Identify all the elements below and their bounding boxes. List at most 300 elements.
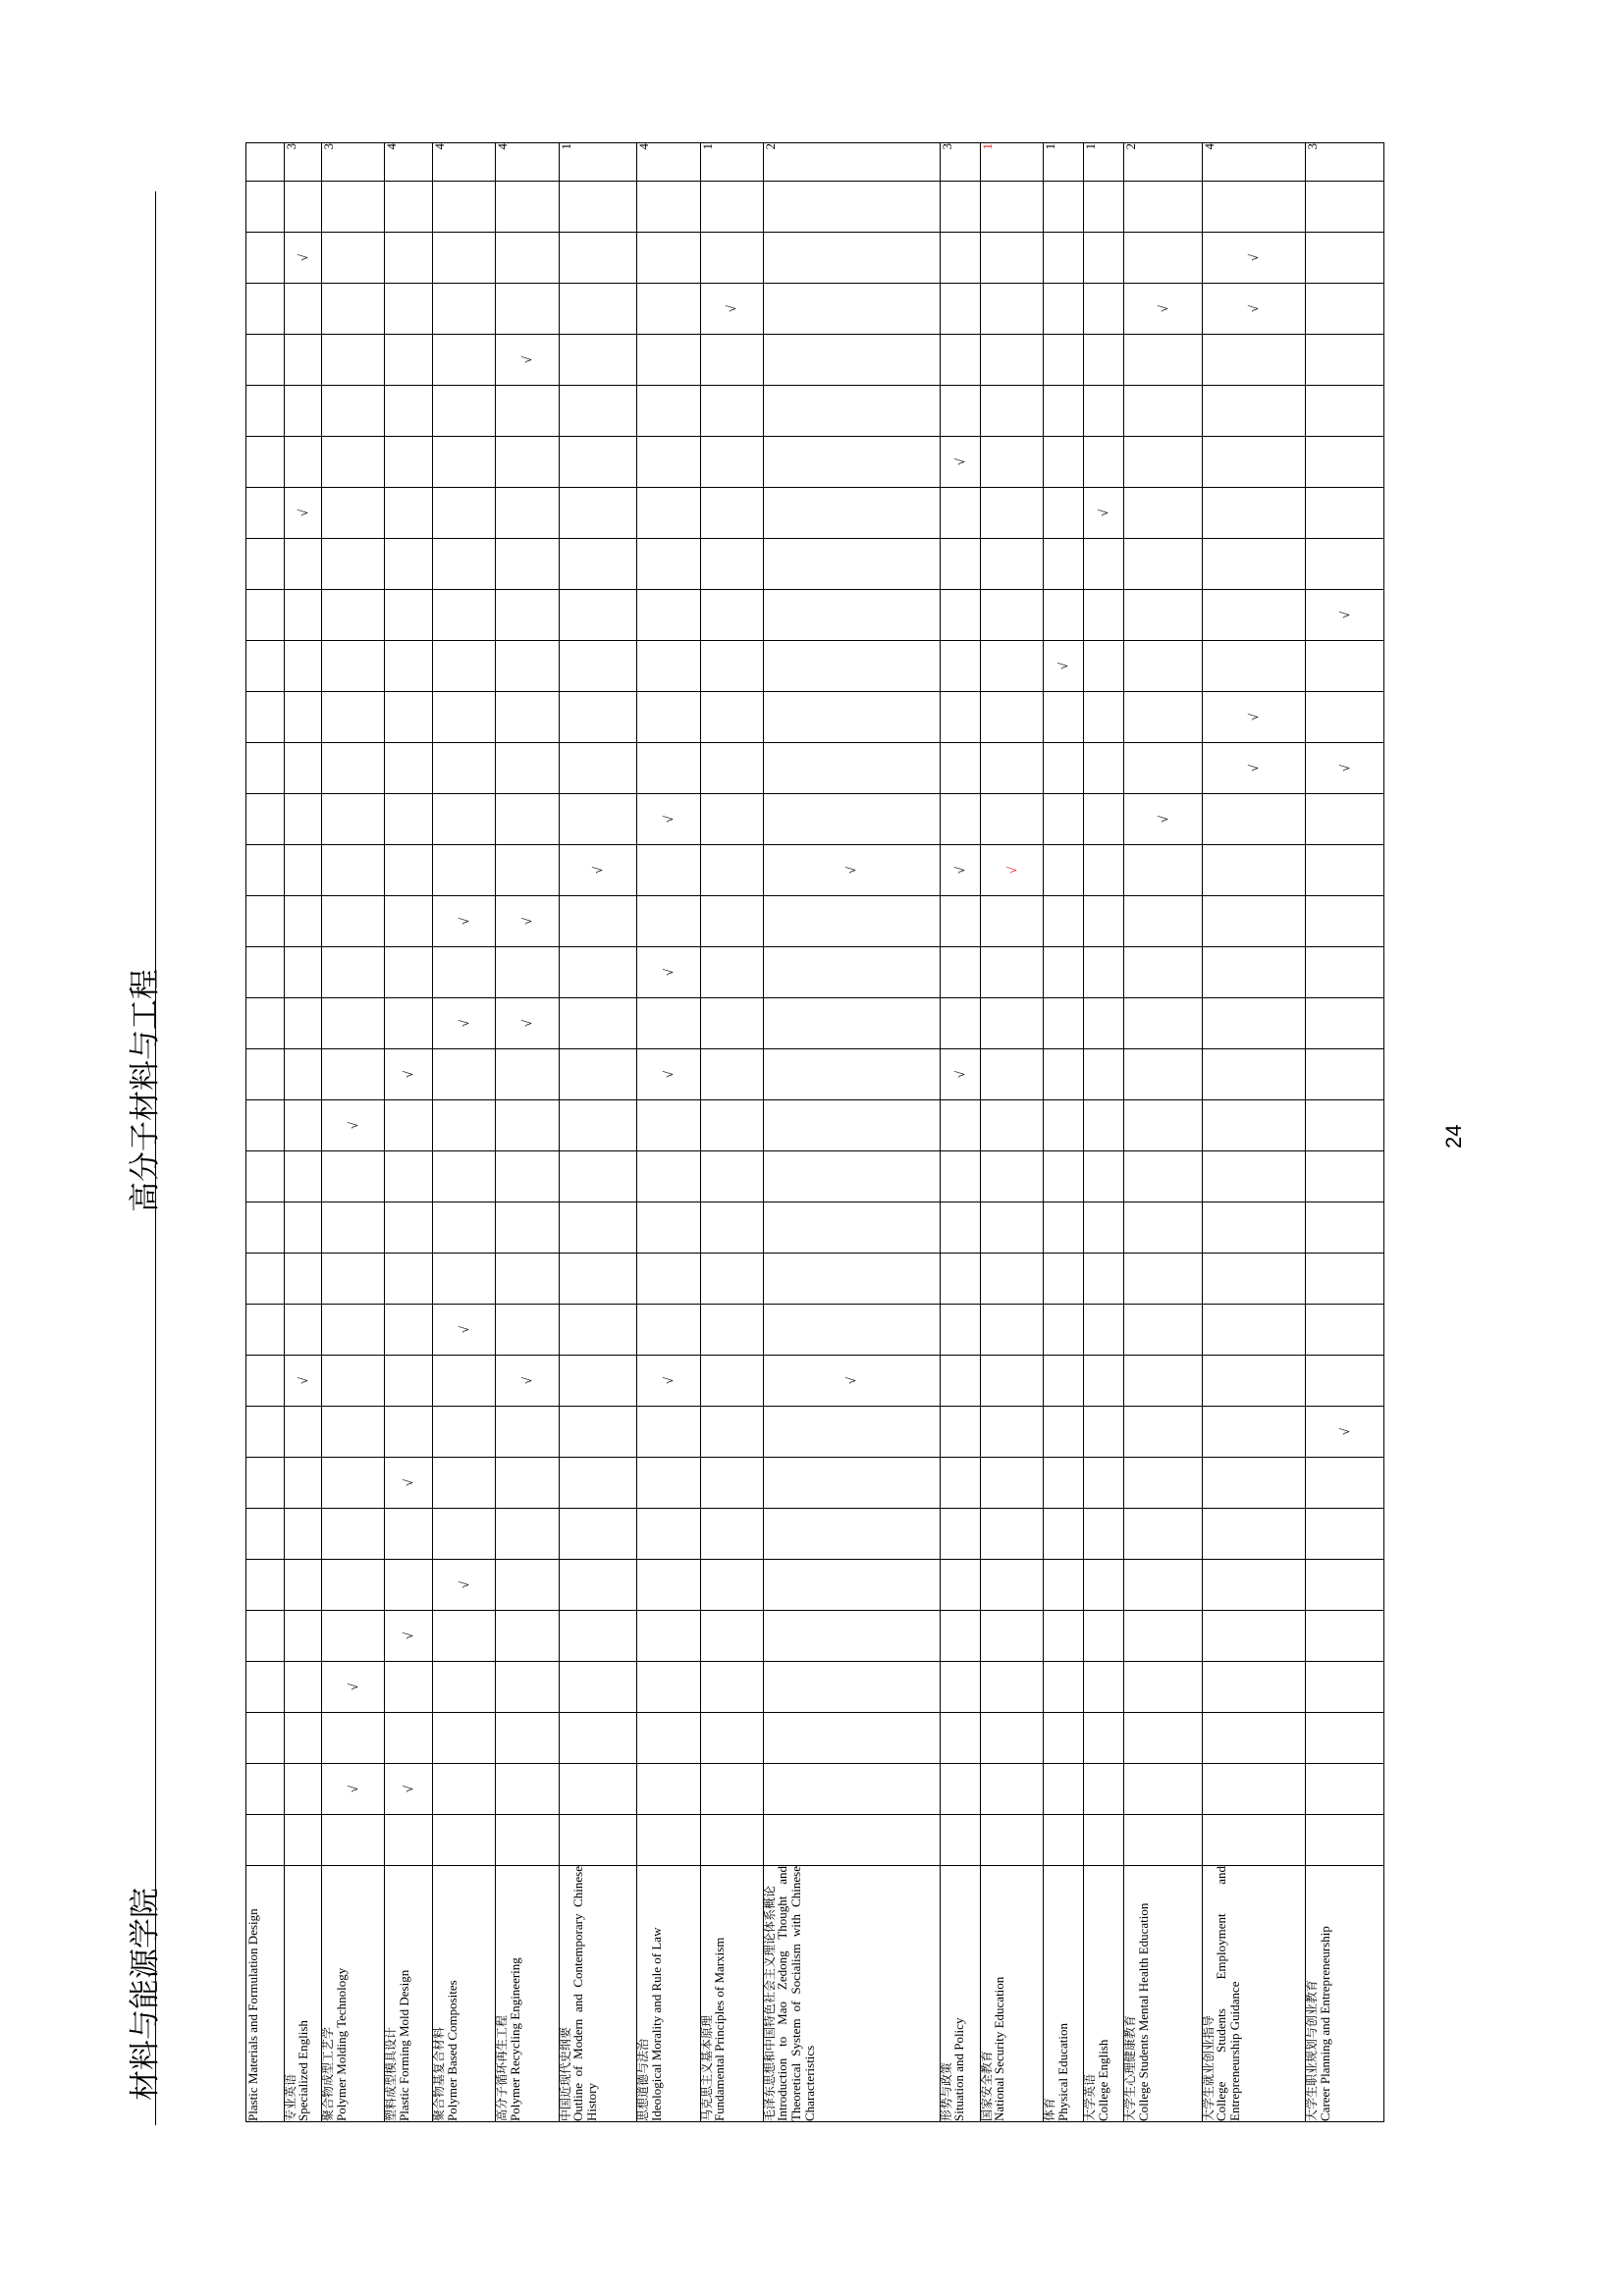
matrix-cell [385,386,433,437]
matrix-cell [246,1356,285,1407]
matrix-cell [433,1458,496,1509]
matrix-cell [763,692,940,743]
matrix-cell [1043,641,1083,692]
matrix-cell [496,947,559,998]
matrix-cell [700,794,763,845]
matrix-cell [700,1560,763,1611]
matrix-cell [385,845,433,896]
credit-cell [246,143,285,182]
matrix-cell [246,1254,285,1305]
matrix-cell [559,998,637,1049]
matrix-cell [1124,743,1203,794]
matrix-cell [1043,1560,1083,1611]
check-mark: √ [519,917,535,926]
matrix-cell [763,488,940,539]
matrix-cell [700,947,763,998]
matrix-cell [433,437,496,488]
matrix-cell [1306,641,1384,692]
matrix-cell [1043,437,1083,488]
matrix-cell [1043,1356,1083,1407]
matrix-cell [284,1151,322,1202]
matrix-cell [700,1611,763,1662]
matrix-cell [385,1764,433,1815]
matrix-cell [1306,1611,1384,1662]
matrix-cell [940,692,980,743]
course-name-cn: 专业英语 [283,2073,298,2121]
matrix-cell [1202,845,1305,896]
matrix-cell [1306,1305,1384,1356]
matrix-cell [637,1560,700,1611]
matrix-cell [385,1407,433,1458]
matrix-cell [496,1458,559,1509]
matrix-cell [385,998,433,1049]
matrix-cell [322,1049,385,1100]
matrix-cell [1202,1356,1305,1407]
matrix-cell [637,1356,700,1407]
table-row [385,143,433,2122]
matrix-cell [385,1305,433,1356]
matrix-cell [940,1611,980,1662]
matrix-cell [940,998,980,1049]
matrix-cell [763,1254,940,1305]
matrix-cell [980,845,1043,896]
matrix-cell [246,1202,285,1254]
matrix-cell [246,386,285,437]
matrix-cell [496,539,559,590]
matrix-cell [1306,1815,1384,1866]
matrix-cell [1043,539,1083,590]
matrix-cell [980,335,1043,386]
credit-cell: 1 [1043,143,1083,182]
matrix-cell [559,233,637,284]
matrix-cell [980,1356,1043,1407]
matrix-cell [637,998,700,1049]
matrix-cell [763,1662,940,1713]
course-name-en: National Security Education [992,1976,1007,2121]
matrix-cell [1306,1713,1384,1764]
matrix-cell [284,386,322,437]
matrix-cell [940,743,980,794]
matrix-cell [1202,947,1305,998]
matrix-cell [246,845,285,896]
credit-cell: 4 [496,143,559,182]
matrix-cell [940,845,980,896]
matrix-cell [700,335,763,386]
matrix-cell [322,1100,385,1151]
matrix-cell [1084,1356,1124,1407]
matrix-cell [1202,1662,1305,1713]
matrix-cell [980,437,1043,488]
matrix-cell [322,845,385,896]
matrix-cell [1306,1202,1384,1254]
matrix-cell [322,1151,385,1202]
matrix-cell [1202,1764,1305,1815]
matrix-cell [1043,182,1083,233]
matrix-cell [433,1254,496,1305]
matrix-cell [1202,1407,1305,1458]
matrix-cell [1084,539,1124,590]
matrix-cell [385,794,433,845]
matrix-cell [496,590,559,641]
matrix-cell [559,1662,637,1713]
matrix-cell [763,998,940,1049]
check-mark: √ [519,1376,535,1385]
matrix-cell [496,1764,559,1815]
matrix-cell [763,1151,940,1202]
check-mark: √ [661,968,676,977]
matrix-cell [284,692,322,743]
matrix-cell [1084,692,1124,743]
course-name-cn: 毛泽东思想和中国特色社会主义理论体系概论 [762,1885,777,2121]
matrix-cell [496,1202,559,1254]
course-name-cell [1202,1866,1305,2122]
check-mark: √ [1336,1427,1352,1436]
matrix-cell [940,1509,980,1560]
matrix-cell [1084,1254,1124,1305]
matrix-cell [1202,590,1305,641]
matrix-cell [980,1509,1043,1560]
matrix-cell [700,1458,763,1509]
matrix-cell [433,1713,496,1764]
course-name-en: Polymer Molding Technology [333,1967,349,2121]
matrix-cell [1306,896,1384,947]
matrix-cell [700,1202,763,1254]
matrix-cell [700,845,763,896]
matrix-cell [1306,1662,1384,1713]
matrix-cell [322,539,385,590]
check-mark: √ [401,1785,416,1793]
credit-cell: 1 [980,143,1043,182]
course-name-cn: 思想道德与法治 [636,2038,651,2121]
matrix-cell [1043,1509,1083,1560]
course-name-cn: 大学生就业创业指导 [1201,2014,1216,2121]
matrix-cell [763,845,940,896]
matrix-cell [559,1202,637,1254]
matrix-cell [322,335,385,386]
matrix-cell [637,284,700,335]
matrix-cell [322,284,385,335]
course-name-cell [385,1866,433,2122]
matrix-cell [1202,539,1305,590]
course-name-cn: 聚合物成型工艺学 [321,2026,336,2121]
matrix-cell [1124,896,1203,947]
check-mark: √ [951,866,967,875]
matrix-cell [763,284,940,335]
matrix-cell [1084,1151,1124,1202]
matrix-cell [322,1202,385,1254]
matrix-cell [496,1407,559,1458]
matrix-cell [1124,1560,1203,1611]
matrix-cell [559,1764,637,1815]
table-row [322,143,385,2122]
course-name-cell [637,1866,700,2122]
check-mark: √ [1246,304,1262,313]
matrix-cell [284,641,322,692]
course-name-en: Introduction to Mao Zedong Thought and Theoretical System of Socialism with Chinese Characteristics [775,1866,817,2121]
matrix-cell [1084,845,1124,896]
matrix-cell [559,335,637,386]
check-mark: √ [724,304,739,313]
matrix-cell [763,1611,940,1662]
matrix-cell [246,1713,285,1764]
matrix-cell [980,1764,1043,1815]
matrix-cell [284,1407,322,1458]
matrix-cell [246,1458,285,1509]
matrix-cell [284,1202,322,1254]
credit-cell: 1 [700,143,763,182]
matrix-cell [246,998,285,1049]
matrix-cell [322,743,385,794]
matrix-cell [1306,1100,1384,1151]
matrix-cell [1084,437,1124,488]
matrix-cell [385,1100,433,1151]
check-mark: √ [1336,764,1352,773]
matrix-cell [284,488,322,539]
matrix-cell [433,896,496,947]
matrix-cell [385,233,433,284]
matrix-cell [433,284,496,335]
course-name-cell [246,1866,285,2122]
matrix-cell [1202,1713,1305,1764]
matrix-cell [1084,1458,1124,1509]
matrix-cell [385,1202,433,1254]
matrix-cell [433,794,496,845]
matrix-cell [940,233,980,284]
matrix-cell [1084,284,1124,335]
matrix-cell [385,692,433,743]
matrix-cell [246,539,285,590]
matrix-cell [940,1560,980,1611]
matrix-cell [433,1611,496,1662]
matrix-cell [1084,1407,1124,1458]
matrix-cell [1084,998,1124,1049]
credit-cell: 4 [637,143,700,182]
matrix-cell [1124,1202,1203,1254]
matrix-cell [1202,1509,1305,1560]
matrix-cell [1202,1560,1305,1611]
matrix-cell [637,896,700,947]
matrix-cell [1306,743,1384,794]
table-row [246,143,285,2122]
matrix-cell [385,437,433,488]
matrix-cell [1306,437,1384,488]
matrix-cell [1124,1356,1203,1407]
matrix-cell [763,233,940,284]
matrix-cell [559,641,637,692]
course-name-cn: 形势与政策 [939,2061,953,2121]
matrix-cell [980,182,1043,233]
matrix-cell [1043,1764,1083,1815]
matrix-cell [1306,590,1384,641]
matrix-cell [1306,1560,1384,1611]
matrix-cell [559,1254,637,1305]
matrix-cell [980,488,1043,539]
matrix-cell [284,1049,322,1100]
matrix-cell [980,641,1043,692]
matrix-cell [385,488,433,539]
matrix-cell [700,692,763,743]
matrix-cell [1084,1202,1124,1254]
matrix-cell [763,182,940,233]
matrix-cell [763,641,940,692]
matrix-cell [763,1100,940,1151]
matrix-cell [246,233,285,284]
matrix-cell [322,947,385,998]
matrix-cell [763,1509,940,1560]
matrix-cell [940,1049,980,1100]
table-row [763,143,940,2122]
matrix-cell [980,1458,1043,1509]
matrix-cell [322,998,385,1049]
matrix-cell [763,1560,940,1611]
matrix-cell [637,1458,700,1509]
table-row [940,143,980,2122]
matrix-cell [637,1764,700,1815]
course-name-cn: 高分子循环再生工程 [495,2014,510,2121]
college-name: 材料与能源学院 [128,1888,163,2101]
matrix-cell [246,284,285,335]
matrix-cell [637,1151,700,1202]
matrix-cell [1202,641,1305,692]
matrix-cell [1306,539,1384,590]
matrix-cell [1084,743,1124,794]
major-name: 高分子材料与工程 [128,969,163,1212]
check-mark: √ [401,1478,416,1487]
matrix-cell [246,692,285,743]
matrix-cell [1043,1407,1083,1458]
matrix-cell [433,1407,496,1458]
matrix-cell [980,692,1043,743]
course-name-cell [940,1866,980,2122]
matrix-cell [1202,488,1305,539]
matrix-cell [246,896,285,947]
check-mark: √ [295,253,310,262]
matrix-cell [284,1509,322,1560]
matrix-cell [385,641,433,692]
matrix-cell [322,1356,385,1407]
matrix-cell [322,437,385,488]
credit-cell: 4 [385,143,433,182]
matrix-cell [433,1356,496,1407]
matrix-cell [637,437,700,488]
matrix-cell [433,335,496,386]
matrix-cell [1084,1100,1124,1151]
matrix-cell [1124,590,1203,641]
matrix-cell [1124,692,1203,743]
matrix-cell [433,1202,496,1254]
matrix-cell [1202,386,1305,437]
credit-cell: 3 [1306,143,1384,182]
matrix-cell [940,1662,980,1713]
matrix-cell [246,794,285,845]
matrix-cell [385,1713,433,1764]
matrix-cell [980,539,1043,590]
matrix-cell [1043,845,1083,896]
matrix-cell [940,896,980,947]
matrix-cell [940,1458,980,1509]
matrix-cell [700,284,763,335]
matrix-cell [1202,896,1305,947]
matrix-cell [1306,182,1384,233]
course-matrix-wrapper [245,142,1384,2122]
matrix-cell [496,743,559,794]
matrix-cell [980,1560,1043,1611]
matrix-cell [246,743,285,794]
matrix-cell [433,233,496,284]
matrix-cell [637,1407,700,1458]
matrix-cell [940,1254,980,1305]
matrix-cell [1124,386,1203,437]
matrix-cell [559,437,637,488]
check-mark: √ [345,1785,360,1793]
matrix-cell [940,1407,980,1458]
matrix-cell [1202,1202,1305,1254]
matrix-cell [763,590,940,641]
matrix-cell [637,641,700,692]
matrix-cell [246,1049,285,1100]
matrix-cell [433,845,496,896]
matrix-cell [496,284,559,335]
matrix-cell [980,794,1043,845]
matrix-cell [385,1509,433,1560]
matrix-cell [284,1356,322,1407]
matrix-cell [559,590,637,641]
matrix-cell [284,1458,322,1509]
matrix-cell [940,335,980,386]
matrix-cell [433,1049,496,1100]
matrix-cell [1124,1662,1203,1713]
matrix-cell [763,1764,940,1815]
check-mark: √ [1246,713,1262,721]
matrix-cell [385,1458,433,1509]
matrix-cell [322,1560,385,1611]
matrix-cell [385,947,433,998]
matrix-cell [980,386,1043,437]
matrix-cell [559,947,637,998]
matrix-cell [246,1764,285,1815]
matrix-cell [433,1100,496,1151]
matrix-cell [637,1815,700,1866]
matrix-cell [559,1560,637,1611]
matrix-cell [1202,284,1305,335]
matrix-cell [1084,1560,1124,1611]
matrix-cell [1043,590,1083,641]
matrix-cell [1306,1049,1384,1100]
matrix-cell [637,539,700,590]
course-name-en: College Students Employment and Entrepreneurship Guidance [1214,1866,1243,2121]
matrix-cell [763,1356,940,1407]
matrix-cell [980,896,1043,947]
matrix-cell [637,1202,700,1254]
matrix-cell [700,539,763,590]
matrix-cell [1306,1151,1384,1202]
course-name-cn: 大学生心理健康教育 [1123,2014,1138,2121]
matrix-cell [385,1049,433,1100]
matrix-cell [284,998,322,1049]
matrix-cell [322,488,385,539]
matrix-cell [980,1100,1043,1151]
matrix-cell [559,539,637,590]
matrix-cell [1084,1611,1124,1662]
matrix-cell [700,998,763,1049]
matrix-cell [284,794,322,845]
matrix-cell [763,386,940,437]
matrix-cell [559,1049,637,1100]
check-mark: √ [401,1631,416,1640]
matrix-cell [322,1254,385,1305]
matrix-cell [1084,1305,1124,1356]
course-name-cell [1043,1866,1083,2122]
